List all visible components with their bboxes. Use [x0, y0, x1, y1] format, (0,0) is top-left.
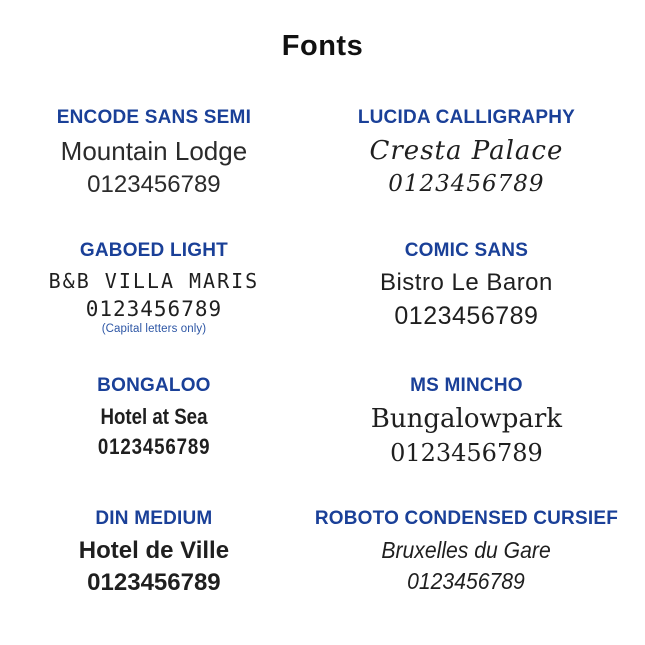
font-card-encode-sans-semi	[16, 107, 292, 200]
font-sample-text: Hotel at Sea	[100, 403, 208, 429]
font-sample-digits: 0123456789	[394, 302, 539, 331]
font-sample-digits: 0123456789	[85, 296, 223, 321]
font-name-heading: ROBOTO CONDENSED CURSIEF	[314, 507, 619, 529]
font-card-roboto-condensed-cursief	[298, 508, 635, 598]
font-name-heading: ENCODE SANS SEMI	[56, 107, 252, 128]
fonts-grid	[0, 107, 645, 598]
font-sample-text: Mountain Lodge	[60, 135, 248, 166]
font-card-bongaloo	[16, 375, 292, 468]
font-sample-text: B&B VILLA MARIS	[48, 268, 260, 293]
font-card-din-medium	[16, 508, 292, 598]
font-card-ms-mincho	[298, 375, 635, 468]
font-name-heading: DIN MEDIUM	[95, 507, 213, 529]
font-sample-digits: 0123456789	[87, 569, 221, 597]
font-card-gaboed-light	[16, 240, 292, 335]
font-sample-text: Bungalowpark	[370, 403, 563, 434]
font-sample-digits: 0123456789	[407, 568, 526, 595]
page-title: Fonts	[281, 30, 364, 62]
font-sample-digits: 0123456789	[87, 171, 221, 199]
font-sample-digits: 0123456789	[388, 171, 545, 198]
font-name-heading: GABOED LIGHT	[79, 239, 228, 261]
font-sample-text: Hotel de Ville	[78, 536, 230, 564]
font-sample-text: Bruxelles du Gare	[381, 536, 552, 563]
font-sample-text: Bistro Le Baron	[379, 268, 553, 296]
font-card-lucida-calligraphy	[298, 107, 635, 200]
font-sample-digits: 0123456789	[390, 438, 543, 467]
font-sample-digits: 0123456789	[97, 434, 211, 460]
font-name-heading: LUCIDA CALLIGRAPHY	[357, 107, 575, 128]
font-name-heading: MS MINCHO	[410, 374, 523, 396]
font-sample-text: Cresta Palace	[369, 135, 564, 166]
font-name-heading: BONGALOO	[97, 374, 211, 396]
font-card-comic-sans	[298, 240, 635, 335]
font-name-heading: COMIC SANS	[404, 239, 529, 261]
font-note: (Capital letters only)	[101, 322, 207, 335]
